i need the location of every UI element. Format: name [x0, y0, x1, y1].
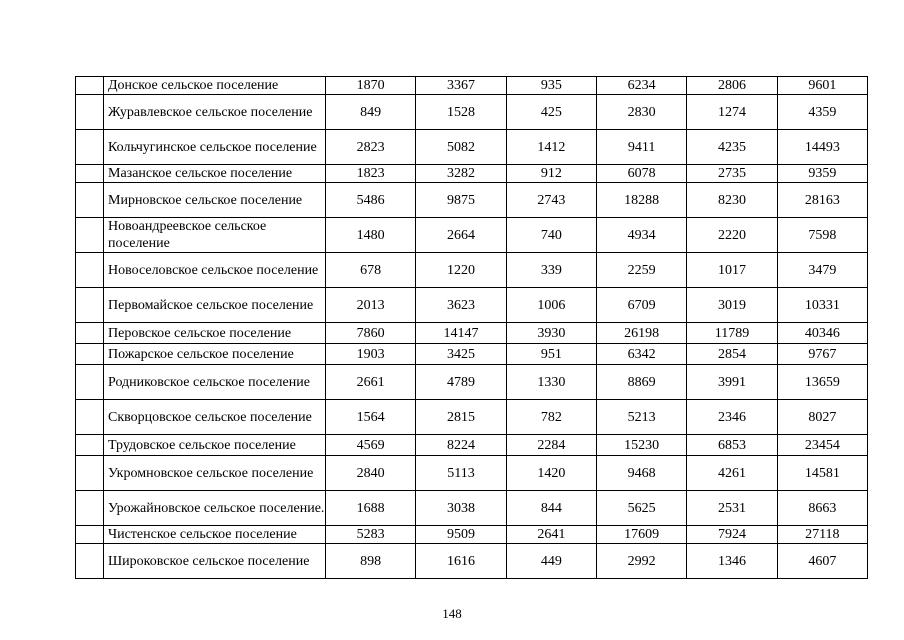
value-cell: 5082 — [416, 130, 506, 165]
settlement-name-cell: Скворцовское сельское поселение — [104, 400, 326, 435]
value-cell: 3623 — [416, 288, 506, 323]
value-cell: 15230 — [596, 435, 686, 456]
value-cell: 2664 — [416, 218, 506, 253]
value-cell: 9601 — [777, 77, 867, 95]
table-body — [76, 77, 868, 579]
table-row — [76, 253, 868, 288]
value-cell: 9875 — [416, 183, 506, 218]
row-index-cell — [76, 456, 104, 491]
value-cell: 4607 — [777, 544, 867, 579]
value-cell: 678 — [326, 253, 416, 288]
settlement-name-cell: Первомайское сельское поселение — [104, 288, 326, 323]
row-index-cell — [76, 77, 104, 95]
value-cell: 3367 — [416, 77, 506, 95]
value-cell: 1823 — [326, 165, 416, 183]
value-cell: 1616 — [416, 544, 506, 579]
value-cell: 2823 — [326, 130, 416, 165]
row-index-cell — [76, 183, 104, 218]
value-cell: 23454 — [777, 435, 867, 456]
table-row — [76, 165, 868, 183]
row-index-cell — [76, 288, 104, 323]
table-row — [76, 288, 868, 323]
value-cell: 2284 — [506, 435, 596, 456]
row-index-cell — [76, 323, 104, 344]
settlement-name-cell: Донское сельское поселение — [104, 77, 326, 95]
table-row — [76, 544, 868, 579]
value-cell: 17609 — [596, 526, 686, 544]
table-row — [76, 526, 868, 544]
value-cell: 1903 — [326, 344, 416, 365]
value-cell: 935 — [506, 77, 596, 95]
row-index-cell — [76, 491, 104, 526]
value-cell: 7860 — [326, 323, 416, 344]
table-row — [76, 344, 868, 365]
table-row — [76, 95, 868, 130]
value-cell: 2840 — [326, 456, 416, 491]
value-cell: 28163 — [777, 183, 867, 218]
table-row — [76, 456, 868, 491]
value-cell: 27118 — [777, 526, 867, 544]
value-cell: 9411 — [596, 130, 686, 165]
value-cell: 2735 — [687, 165, 777, 183]
value-cell: 7598 — [777, 218, 867, 253]
value-cell: 14581 — [777, 456, 867, 491]
value-cell: 425 — [506, 95, 596, 130]
settlement-name-cell: Новоселовское сельское поселение — [104, 253, 326, 288]
value-cell: 5283 — [326, 526, 416, 544]
row-index-cell — [76, 165, 104, 183]
value-cell: 5625 — [596, 491, 686, 526]
settlement-name-cell: Широковское сельское поселение — [104, 544, 326, 579]
value-cell: 14493 — [777, 130, 867, 165]
value-cell: 2641 — [506, 526, 596, 544]
value-cell: 9359 — [777, 165, 867, 183]
row-index-cell — [76, 95, 104, 130]
value-cell: 2992 — [596, 544, 686, 579]
value-cell: 3991 — [687, 365, 777, 400]
value-cell: 1688 — [326, 491, 416, 526]
table-row — [76, 183, 868, 218]
value-cell: 5213 — [596, 400, 686, 435]
settlement-name-cell: Журавлевское сельское поселение — [104, 95, 326, 130]
value-cell: 951 — [506, 344, 596, 365]
value-cell: 2854 — [687, 344, 777, 365]
settlement-name-cell: Урожайновское сельское поселение. — [104, 491, 326, 526]
table-row — [76, 365, 868, 400]
row-index-cell — [76, 130, 104, 165]
value-cell: 1017 — [687, 253, 777, 288]
settlement-name-cell: Чистенское сельское поселение — [104, 526, 326, 544]
value-cell: 2815 — [416, 400, 506, 435]
settlement-name-cell: Родниковское сельское поселение — [104, 365, 326, 400]
value-cell: 3038 — [416, 491, 506, 526]
value-cell: 10331 — [777, 288, 867, 323]
value-cell: 2806 — [687, 77, 777, 95]
settlement-name-cell: Трудовское сельское поселение — [104, 435, 326, 456]
value-cell: 2661 — [326, 365, 416, 400]
value-cell: 8027 — [777, 400, 867, 435]
settlement-name-cell: Кольчугинское сельское поселение — [104, 130, 326, 165]
value-cell: 6853 — [687, 435, 777, 456]
row-index-cell — [76, 435, 104, 456]
value-cell: 3282 — [416, 165, 506, 183]
value-cell: 9767 — [777, 344, 867, 365]
value-cell: 449 — [506, 544, 596, 579]
table-row — [76, 218, 868, 253]
row-index-cell — [76, 400, 104, 435]
value-cell: 3425 — [416, 344, 506, 365]
value-cell: 339 — [506, 253, 596, 288]
value-cell: 14147 — [416, 323, 506, 344]
value-cell: 9468 — [596, 456, 686, 491]
value-cell: 40346 — [777, 323, 867, 344]
value-cell: 2220 — [687, 218, 777, 253]
value-cell: 2259 — [596, 253, 686, 288]
settlements-table — [75, 76, 868, 579]
value-cell: 4359 — [777, 95, 867, 130]
value-cell: 2346 — [687, 400, 777, 435]
value-cell: 6234 — [596, 77, 686, 95]
value-cell: 782 — [506, 400, 596, 435]
value-cell: 912 — [506, 165, 596, 183]
value-cell: 849 — [326, 95, 416, 130]
value-cell: 4934 — [596, 218, 686, 253]
value-cell: 3479 — [777, 253, 867, 288]
table-row — [76, 435, 868, 456]
page-number: 148 — [442, 606, 462, 621]
value-cell: 18288 — [596, 183, 686, 218]
value-cell: 898 — [326, 544, 416, 579]
table-row — [76, 400, 868, 435]
table-row — [76, 491, 868, 526]
value-cell: 6342 — [596, 344, 686, 365]
value-cell: 11789 — [687, 323, 777, 344]
row-index-cell — [76, 344, 104, 365]
row-index-cell — [76, 526, 104, 544]
table-row — [76, 323, 868, 344]
value-cell: 3930 — [506, 323, 596, 344]
value-cell: 7924 — [687, 526, 777, 544]
value-cell: 5486 — [326, 183, 416, 218]
value-cell: 6709 — [596, 288, 686, 323]
settlement-name-cell: Пожарское сельское поселение — [104, 344, 326, 365]
value-cell: 1528 — [416, 95, 506, 130]
value-cell: 6078 — [596, 165, 686, 183]
value-cell: 2743 — [506, 183, 596, 218]
value-cell: 8230 — [687, 183, 777, 218]
value-cell: 5113 — [416, 456, 506, 491]
value-cell: 2531 — [687, 491, 777, 526]
settlement-name-cell: Перовское сельское поселение — [104, 323, 326, 344]
value-cell: 8663 — [777, 491, 867, 526]
value-cell: 1564 — [326, 400, 416, 435]
value-cell: 2013 — [326, 288, 416, 323]
value-cell: 740 — [506, 218, 596, 253]
row-index-cell — [76, 253, 104, 288]
value-cell: 1870 — [326, 77, 416, 95]
value-cell: 1420 — [506, 456, 596, 491]
row-index-cell — [76, 218, 104, 253]
value-cell: 844 — [506, 491, 596, 526]
row-index-cell — [76, 365, 104, 400]
table-row — [76, 77, 868, 95]
value-cell: 1346 — [687, 544, 777, 579]
settlement-name-cell: Мазанское сельское поселение — [104, 165, 326, 183]
value-cell: 13659 — [777, 365, 867, 400]
value-cell: 1006 — [506, 288, 596, 323]
value-cell: 1412 — [506, 130, 596, 165]
value-cell: 4789 — [416, 365, 506, 400]
value-cell: 8224 — [416, 435, 506, 456]
value-cell: 1480 — [326, 218, 416, 253]
value-cell: 1220 — [416, 253, 506, 288]
value-cell: 2830 — [596, 95, 686, 130]
value-cell: 26198 — [596, 323, 686, 344]
value-cell: 1330 — [506, 365, 596, 400]
value-cell: 1274 — [687, 95, 777, 130]
value-cell: 4569 — [326, 435, 416, 456]
value-cell: 8869 — [596, 365, 686, 400]
settlement-name-cell: Укромновское сельское поселение — [104, 456, 326, 491]
value-cell: 4261 — [687, 456, 777, 491]
value-cell: 4235 — [687, 130, 777, 165]
row-index-cell — [76, 544, 104, 579]
settlement-name-cell: Новоандреевское сельское поселение — [104, 218, 326, 253]
value-cell: 3019 — [687, 288, 777, 323]
table-row — [76, 130, 868, 165]
value-cell: 9509 — [416, 526, 506, 544]
settlement-name-cell: Мирновское сельское поселение — [104, 183, 326, 218]
